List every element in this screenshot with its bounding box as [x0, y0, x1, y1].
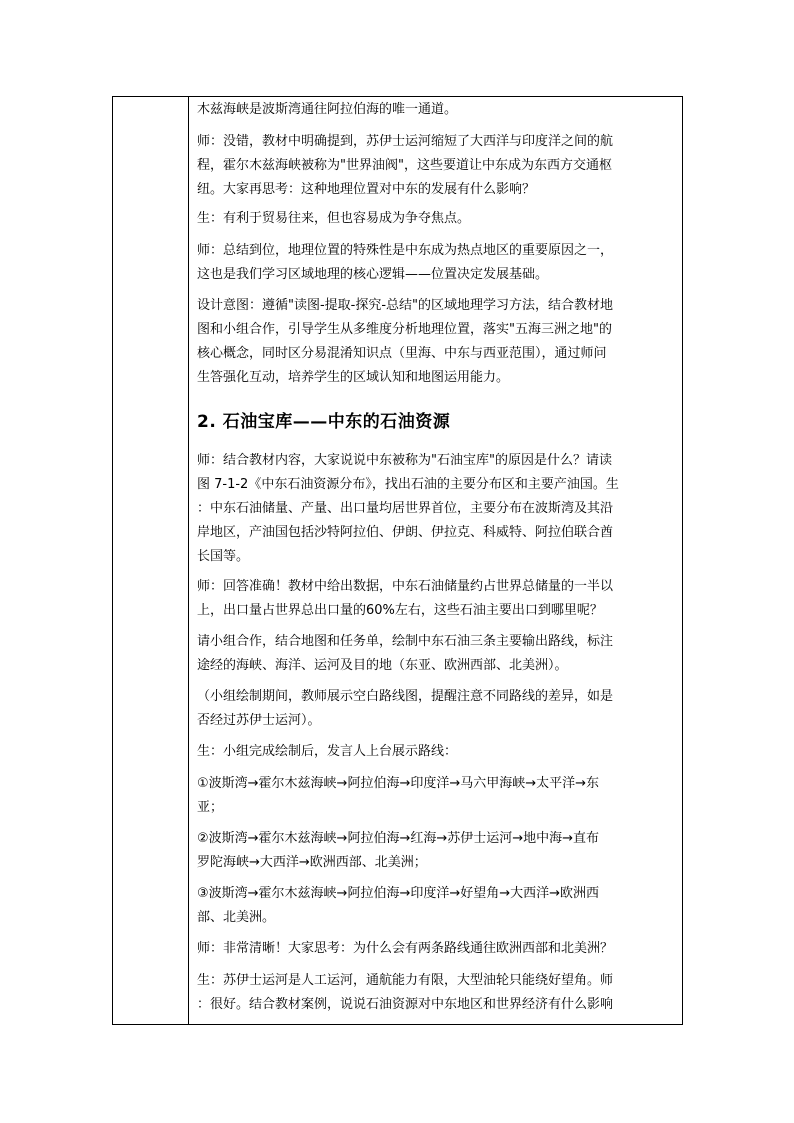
- text-line: 生答强化互动，培养学生的区域认知和地图运用能力。: [197, 370, 510, 385]
- text-line: （小组绘制期间，教师展示空白路线图，提醒注意不同路线的差异，如是: [197, 689, 614, 704]
- section-heading: 2. 石油宝库——中东的石油资源: [197, 412, 451, 432]
- paragraph: [197, 130, 613, 202]
- paragraph: [197, 827, 599, 875]
- text-line: 生：有利于贸易往来，但也容易成为争夺焦点。: [197, 211, 471, 226]
- text-line: 亚；: [197, 800, 224, 815]
- text-line: 纽。大家再思考：这种地理位置对中东的发展有什么影响？: [197, 182, 536, 197]
- paragraph: [197, 630, 613, 678]
- paragraph: [197, 740, 457, 764]
- text-line: 师：结合教材内容，大家说说中东被称为"石油宝库"的原因是什么？请读: [197, 453, 612, 468]
- paragraph: [197, 239, 613, 287]
- text-line: 师：回答准确！教材中给出数据，中东石油储量约占世界总储量的一半以: [197, 579, 614, 594]
- text-line: 设计意图：遵循"读图-提取-探究-总结"的区域地理学习方法，结合教材地: [197, 298, 614, 313]
- paragraph: [197, 294, 613, 390]
- text-line: ：中东石油储量、产量、出口量均居世界首位，主要分布在波斯湾及其沿: [197, 501, 614, 516]
- text-line: 长国等。: [197, 549, 250, 564]
- text-line: 生：小组完成绘制后，发言人上台展示路线：: [197, 744, 458, 759]
- paragraph: [197, 772, 599, 820]
- text-line: 否经过苏伊士运河）。: [197, 713, 321, 728]
- column-divider: [188, 97, 189, 1024]
- paragraph: [197, 207, 470, 231]
- paragraph: [197, 937, 613, 961]
- text-line: 图和小组合作，引导学生从多维度分析地理位置，落实"五海三洲之地"的: [197, 322, 612, 337]
- text-line: 这也是我们学习区域地理的核心逻辑——位置决定发展基础。: [197, 267, 549, 282]
- text-line: 程，霍尔木兹海峡被称为"世界油阀"，这些要道让中东成为东西方交通枢: [197, 158, 612, 173]
- text-line: 途经的海峡、海洋、运河及目的地（东亚、欧洲西部、北美洲）。: [197, 658, 568, 673]
- paragraph: [197, 882, 599, 930]
- text-line: ①波斯湾→霍尔木兹海峡→阿拉伯海→印度洋→马六甲海峡→太平洋→东: [197, 776, 600, 791]
- text-line: 木兹海峡是波斯湾通往阿拉伯海的唯一通道。: [197, 102, 458, 117]
- text-line: 罗陀海峡→大西洋→欧洲西部、北美洲；: [197, 855, 427, 870]
- text-line: 核心概念，同时区分易混淆知识点（里海、中东与西亚范围），通过师问: [197, 346, 607, 361]
- text-line: ③波斯湾→霍尔木兹海峡→阿拉伯海→印度洋→好望角→大西洋→欧洲西: [197, 886, 600, 901]
- text-line: 请小组合作，结合地图和任务单，绘制中东石油三条主要输出路线，标注: [197, 634, 614, 649]
- text-line: ②波斯湾→霍尔木兹海峡→阿拉伯海→红海→苏伊士运河→地中海→直布: [197, 831, 600, 846]
- text-line: 岸地区，产油国包括沙特阿拉伯、伊朗、伊拉克、科威特、阿拉伯联合酋: [197, 525, 614, 540]
- paragraph: [197, 685, 613, 733]
- paragraph: [197, 575, 613, 623]
- text-line: 图 7-1-2《中东石油资源分布》，找出石油的主要分布区和主要产油国。生: [197, 477, 619, 492]
- paragraph: [197, 449, 619, 569]
- text-line: 师：非常清晰！大家思考：为什么会有两条路线通往欧洲西部和北美洲？: [197, 941, 614, 956]
- text-line: 师：没错，教材中明确提到，苏伊士运河缩短了大西洋与印度洋之间的航: [197, 134, 614, 149]
- text-line: ：很好。结合教材案例，说说石油资源对中东地区和世界经济有什么影响: [197, 997, 614, 1012]
- text-line: 部、北美洲。: [197, 910, 276, 925]
- text-line: 师：总结到位，地理位置的特殊性是中东成为热点地区的重要原因之一，: [197, 243, 614, 258]
- text-line: 上，出口量占世界总出口量的60%左右，这些石油主要出口到哪里呢？: [197, 603, 603, 618]
- text-line: 生：苏伊士运河是人工运河，通航能力有限，大型油轮只能绕好望角。师: [197, 973, 614, 988]
- lesson-table: [112, 96, 683, 1025]
- paragraph: [197, 969, 613, 1017]
